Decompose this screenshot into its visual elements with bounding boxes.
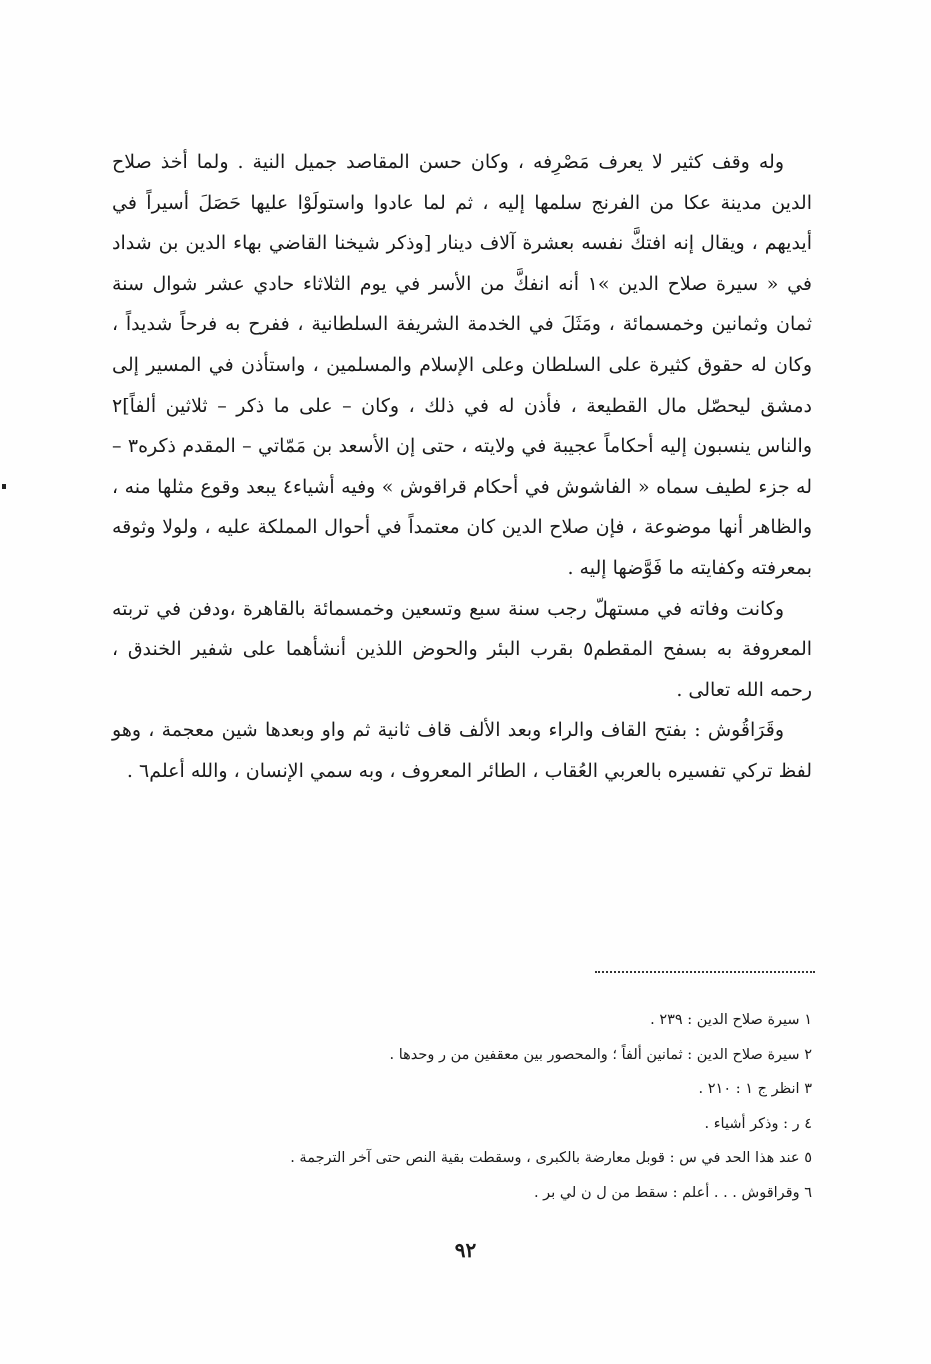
footnote-6: ٦ وقراقوش . . . أعلم : سقط من ل ن لي بر . [533, 1184, 812, 1201]
paragraph-3: وقَرَاقُوش : بفتح القاف والراء وبعد الألف قاف ثانية ثم واو وبعدها شين معجمة ، وهو لفظ تركي تفسيره بالعربي العُقاب ، الطائر المعروف ، وبه سمي الإنسان ، والله أعلم٦ . [112, 719, 812, 782]
footnote-1: ١ سيرة صلاح الدين : ٢٣٩ . [650, 1012, 812, 1028]
margin-mark [2, 484, 6, 489]
paragraph-2: وكانت وفاته في مستهلّ رجب سنة سبع وتسعين وخمسمائة بالقاهرة ،ودفن في تربته المعروفة به بسفح المقطم٥ بقرب البئر والحوض اللذين أنشأهما على شفير الخندق ، رحمه الله تعالى . [112, 597, 813, 701]
footnote-4: ٤ ر : وذكر أشياء . [704, 1115, 812, 1132]
paragraph-1: وله وقف كثير لا يعرف مَصْرِفه ، وكان حسن المقاصد جميل النية . ولما أخذ صلاح الدين مدينة عكا من الفرنج سلمها إليه ، ثم لما عادوا واستولَوْا عليها حَصَلَ أسيراً في أيديهم ، ويقال إنه افتكَّ نفسه بعشرة آلاف دينار [وذكر شيخنا القاضي بهاء الدين بن شداد في « سيرة صلاح الدين »١ أنه انفكَّ من الأسر في يوم الثلاثاء حادي عشر شوال سنة ثمان وثمانين وخمسمائة ، ومَثَلَ في الخدمة الشريفة السلطانية ، ففرح به فرحاً شديداً ، وكان له حقوق كثيرة على السلطان وعلى الإسلام والمسلمين ، واستأذن في المسير إلى دمشق ليحصّل مال القطيعة ، فأذن له في ذلك ، وكان – على ما ذكر – ثلاثين ألفاً]٢ والناس ينسبون إليه أحكاماً عجيبة في ولايته ، حتى إن الأسعد بن مَمّاتي – المقدم ذكره٣ – له جزء لطيف سماه « الفاشوش في أحكام قراقوش » وفيه أشياء٤ يبعد وقوع مثلها منه ، والظاهر أنها موضوعة ، فإن صلاح الدين كان معتمداً في أحوال المملكة عليه ، ولولا وثوقه بمعرفته وكفايته ما فَوَّضها إليه . [112, 151, 813, 579]
footnote-3: ٣ انظر ج ١ : ٢١٠ . [698, 1081, 812, 1098]
main-text [112, 142, 812, 792]
footnote-5: ٥ عند هذا الحد في س : قوبل معارضة بالكبرى ، وسقطت بقية النص حتى آخر الترجمة . [290, 1150, 812, 1167]
footnote-2: ٢ سيرة صلاح الدين : ثمانين ألفاً ؛ والمحصور بين معقفين من ر وحدها . [389, 1046, 812, 1063]
footnotes-list [112, 1003, 812, 1211]
page-number: ٩٢ [454, 1238, 477, 1262]
footnote-separator [595, 971, 815, 973]
